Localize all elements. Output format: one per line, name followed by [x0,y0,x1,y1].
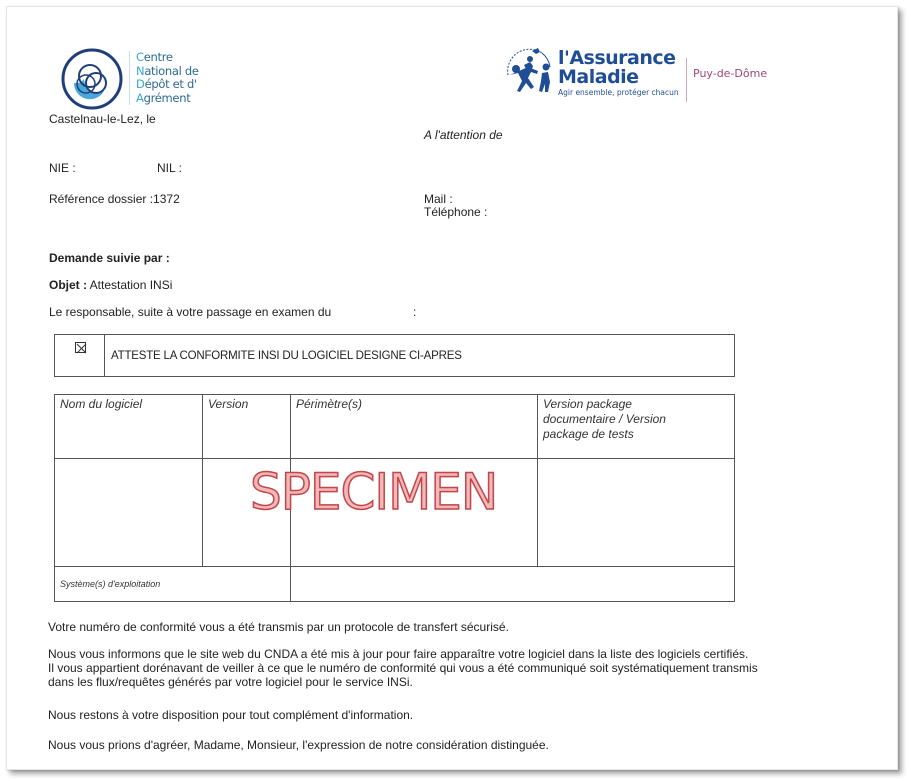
attestation-box [54,334,735,377]
cnda-logo-text [136,51,199,105]
column-header-version: Version [208,397,249,411]
cnda-word: ational de [144,63,199,78]
cnda-logo-divider [129,51,130,105]
mail-label: Mail : [424,192,453,206]
column-header-software-name: Nom du logiciel [60,397,143,411]
checkbox-cross-icon [76,343,87,354]
assurance-maladie-title [558,49,676,87]
place-date: Castelnau-le-Lez, le [49,112,156,126]
column-header-package-version: Version package documentaire / Version package de tests [543,397,666,441]
object-line [49,278,172,292]
attestation-label: ATTESTE LA CONFORMITE INSI DU LOGICIEL DESIGNE CI-APRES [111,350,462,362]
attestation-checkbox[interactable] [75,342,86,353]
paragraph-disposition: Nous restons à votre disposition pour tout complément d'information. [48,708,414,722]
table-col-divider [202,395,203,567]
object-value: Attestation INSi [89,278,173,292]
cnda-letter: D [136,77,145,91]
assurance-maladie-title-line1: l'Assurance [558,47,676,69]
cnda-letter: N [136,63,145,78]
attention-label: A l'attention de [424,128,503,142]
cnda-word: entre [143,50,173,64]
paragraph-info-line3: dans les flux/requêtes générés par votre logiciel pour le service INSi. [48,675,413,689]
phone-label: Téléphone : [424,205,488,219]
paragraph-transmission: Votre numéro de conformité vous a été transmis par un protocole de transfert sécurisé. [48,620,509,634]
nil-label: NIL : [157,161,182,175]
intro-colon: : [413,305,417,319]
table-row-divider [55,458,734,459]
paragraph-info-line2: Il vous appartient dorénavant de veiller à ce que le numéro de conformité qui vous a été communiqué soit systématiquement transmis [48,661,758,675]
specimen-watermark: SPECIMEN [250,463,498,521]
paragraph-info-line1: Nous vous informons que le site web du CNDA a été mis à jour pour faire apparaître votre logiciel dans la liste des logiciels certifiés. [48,647,749,661]
assurance-maladie-tagline: Agir ensemble, protéger chacun [558,88,679,97]
cnda-letter: A [136,90,144,105]
assurance-maladie-title-line2: Maladie [558,66,639,88]
os-label: Système(s) d'exploitation [60,579,161,589]
attestation-checkbox-cell [55,335,105,376]
paragraph-closing: Nous vous prions d'agréer, Madame, Monsieur, l'expression de notre considération distinguée. [48,738,549,752]
followed-by-label: Demande suivie par : [49,251,170,265]
column-header-perimeter: Périmètre(s) [296,397,363,411]
table-row-divider [55,566,734,567]
cnda-letter: C [136,50,144,64]
region-label: Puy-de-Dôme [693,67,768,80]
table-col-divider [537,395,538,567]
intro-text: Le responsable, suite à votre passage en examen du [49,305,332,319]
object-label: Objet : [49,278,87,292]
cnda-word: grément [143,90,191,105]
reference-dossier: Référence dossier :1372 [49,192,180,206]
assurance-maladie-runners-icon [502,45,557,97]
cnda-word: épôt et d' [144,77,197,91]
assurance-maladie-divider [686,58,687,102]
nie-label: NIE : [49,161,76,175]
cnda-logo-icon [60,47,124,111]
